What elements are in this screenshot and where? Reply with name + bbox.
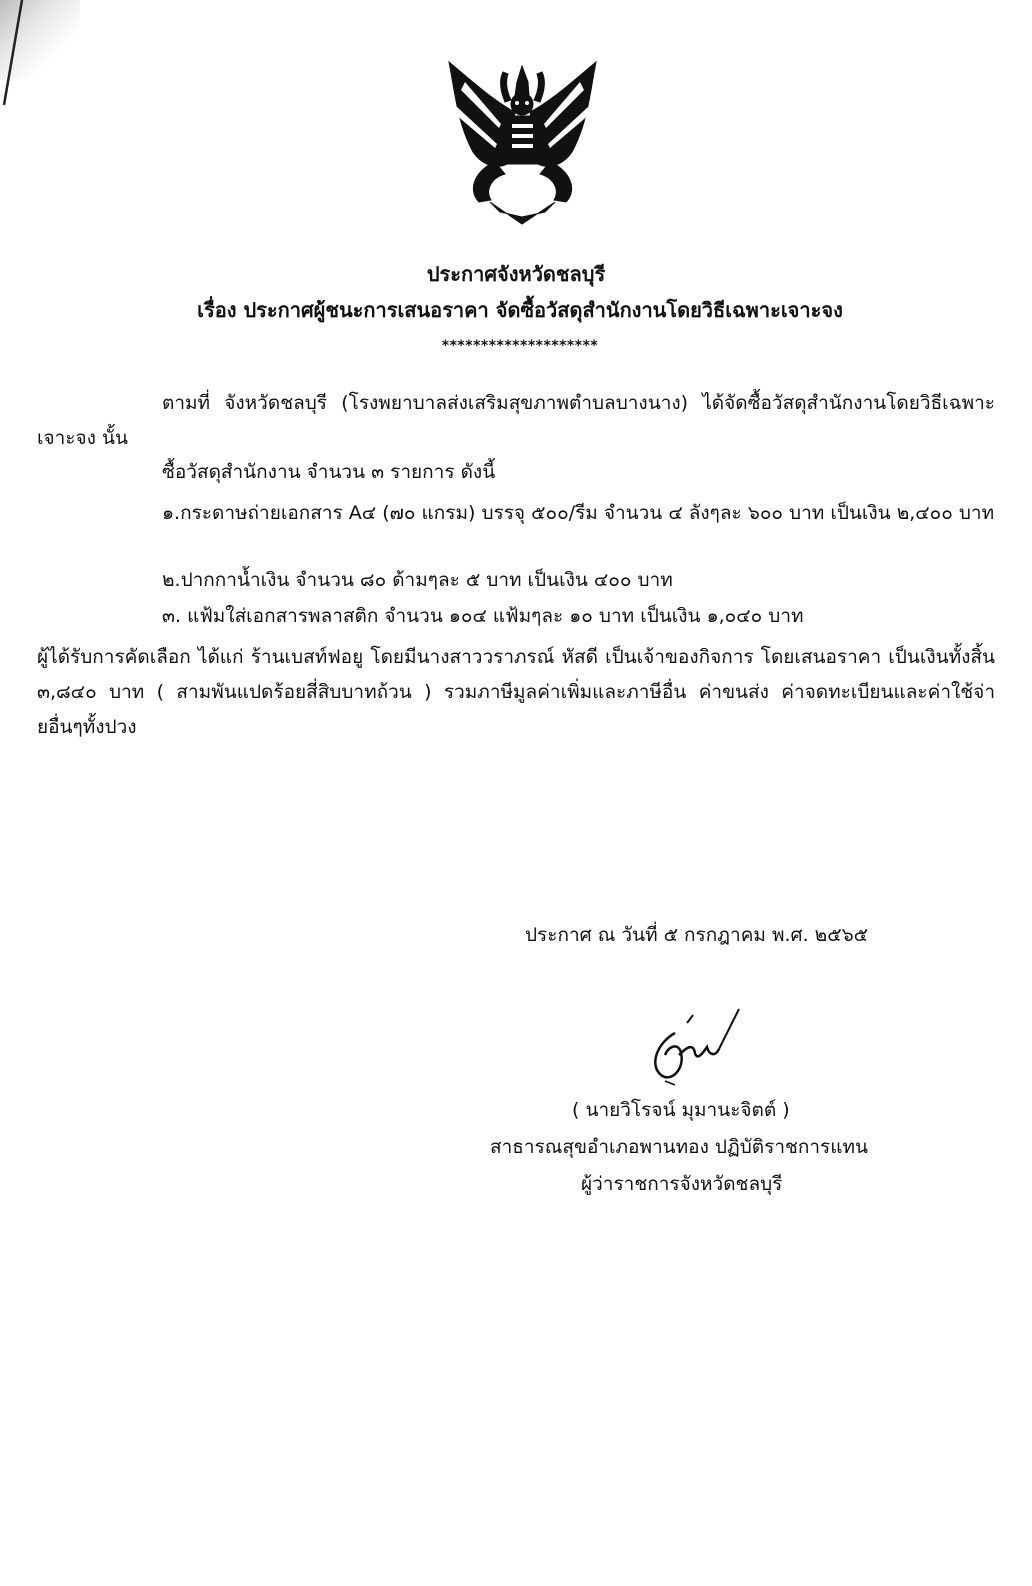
winner-paragraph: ผู้ได้รับการคัดเลือก ได้แก่ ร้านเบสท์ฟอยู โดยมีนางสาววราภรณ์ หัสดี เป็นเจ้าของกิจการ โดยเสนอราคา เป็นเงินทั้งสิ้น ๓,๘๔๐ บาท ( สามพันแปดร้อยสี่สิบบาทถ้วน ) รวมภาษีมูลค่าเพิ่มและภาษีอื่น ค่าขนส่ง ค่าจดทะเบียนและค่าใช้จ่ายอื่นๆทั้งปวง xyxy=(37,646,996,738)
item-1 xyxy=(37,496,995,531)
item-3: ๓. แฟ้มใส่เอกสารพลาสติก จำนวน ๑๐๔ แฟ้มๆละ ๑๐ บาท เป็นเงิน ๑,๐๔๐ บาท xyxy=(162,605,804,627)
announcement-date: ประกาศ ณ วันที่ ๕ กรกฎาคม พ.ศ. ๒๕๖๕ xyxy=(525,924,869,946)
purchase-line: ซื้อวัสดุสำนักงาน จำนวน ๓ รายการ ดังนี้ xyxy=(162,461,496,483)
garuda-emblem-icon xyxy=(445,52,600,227)
scan-corner-edge xyxy=(0,0,30,110)
signer-title: ผู้ว่าราชการจังหวัดชลบุรี xyxy=(581,1173,783,1195)
subject-line: เรื่อง ประกาศผู้ชนะการเสนอราคา จัดซื้อวัสดุสำนักงานโดยวิธีเฉพาะเจาะจง xyxy=(197,298,843,322)
item-1-text: ๑.กระดาษถ่ายเอกสาร A๔ (๗๐ แกรม) บรรจุ ๕๐๐/รีม จำนวน ๔ ลังๆละ ๖๐๐ บาท เป็นเงิน ๒,๔๐๐ บาท xyxy=(162,502,995,524)
signer-position: สาธารณสุขอำเภอพานทอง ปฏิบัติราชการแทน xyxy=(490,1136,869,1158)
intro-paragraph xyxy=(37,386,995,456)
page-title: ประกาศจังหวัดชลบุรี xyxy=(426,262,606,286)
handwritten-signature xyxy=(635,1003,745,1095)
intro-text: ตามที่ จังหวัดชลบุรี (โรงพยาบาลส่งเสริมสุขภาพตำบลบางนาง) ได้จัดซื้อวัสดุสำนักงานโดยวิธีเฉพาะเจาะจง นั้น xyxy=(37,392,995,449)
item-2: ๒.ปากกาน้ำเงิน จำนวน ๘๐ ด้ามๆละ ๕ บาท เป็นเงิน ๔๐๐ บาท xyxy=(162,569,673,591)
signer-name: ( นายวิโรจน์ มุมานะจิตต์ ) xyxy=(572,1099,790,1121)
separator-line: ******************** xyxy=(441,338,599,354)
